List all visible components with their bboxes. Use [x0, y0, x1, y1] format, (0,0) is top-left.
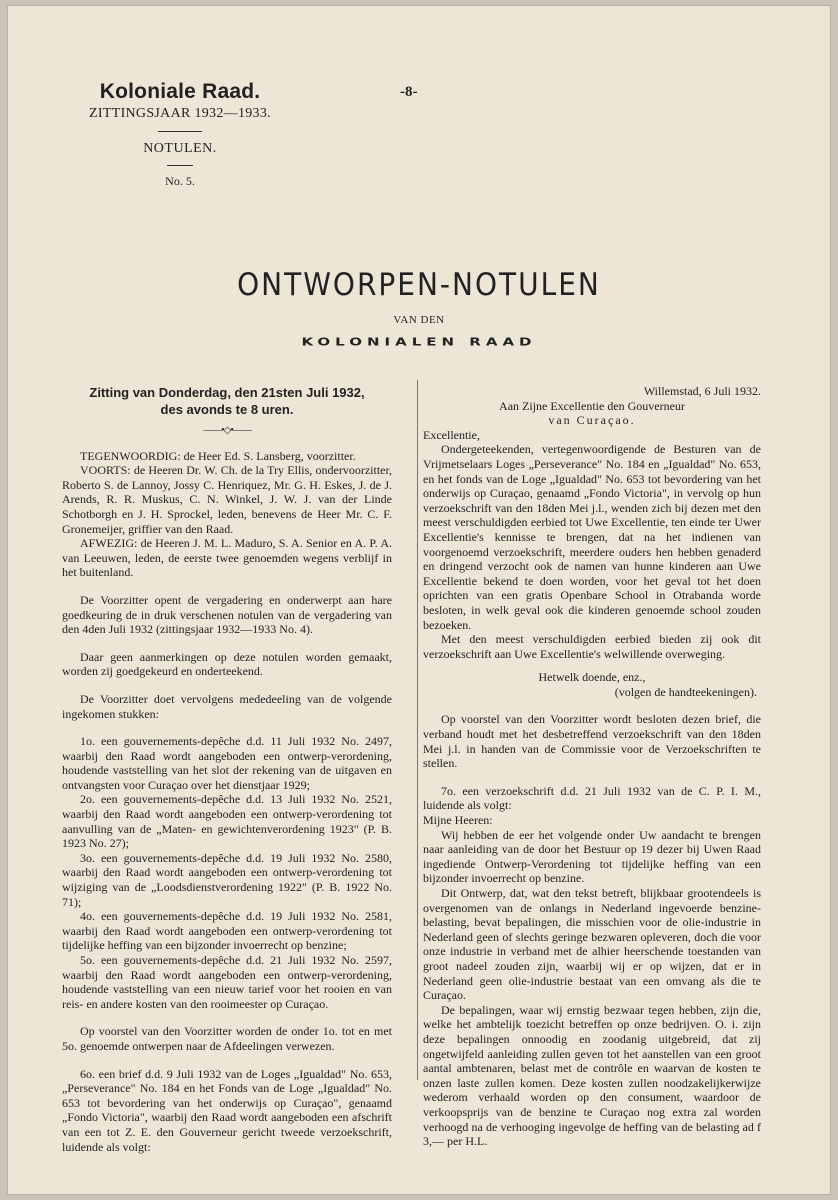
list-item: 6o. een brief d.d. 9 Juli 1932 van de Loges „Igualdad" No. 653, „Perseverance" No. 184 en het Fonds van de Loge „Igualdad" No. 653 tot bevordering van het onderwijs op Curaçao", genaamd „Fondo Victoria", waarbij den Raad wordt aangeboden een afschrift van een tot Z. E. den Gouverneur gericht tweede verzoekschrift, luidende als volgt:: [62, 1066, 392, 1154]
session-year: ZITTINGSJAAR 1932—1933.: [89, 106, 271, 121]
list-item: 5o. een gouvernements-depêche d.d. 21 Juli 1932 No. 2597, waarbij den Raad wordt aangeboden een ontwerp-verordening, houdende vaststelling van een nieuw tarief voor het rooien en van reis- en andere kosten van den rooimeester op Curaçao.: [62, 953, 392, 1011]
left-column: [62, 384, 392, 1154]
attendance-absent: AFWEZIG: de Heeren J. M. L. Maduro, S. A. Senior en A. P. A. van Leeuwen, leden, de eerste twee genoemden wegens verblijf in het buitenland.: [62, 536, 392, 580]
list-item: 3o. een gouvernements-depêche d.d. 19 Juli 1932 No. 2580, waarbij den Raad wordt aangeboden een ontwerp-verordening tot wijziging van de „Loodsdienstverordening 1922" (P. B. 1922 No. 71);: [62, 850, 392, 909]
page-number: -8-: [400, 84, 418, 100]
list-item: 1o. een gouvernements-depêche d.d. 11 Juli 1932 No. 2497, waarbij den Raad wordt aangeboden een ontwerp-verordening, houdende vaststelling van het slot der rekening van de uitgaven en ontvangsten voor Curaçao over het dienstjaar 1929;: [62, 734, 392, 792]
list-item: 2o. een gouvernements-depêche d.d. 13 Juli 1932 No. 2521, waarbij den Raad wordt aangeboden een ontwerp-verordening tot aanvulling van de „Maten- en gewichtenverordening 1923" (P. B. 1923 No. 27);: [62, 792, 392, 851]
letter-signatures: (volgen de handteekeningen).: [614, 684, 757, 699]
session-heading: Zitting van Donderdag, den 21sten Juli 1932,: [89, 385, 365, 400]
petition-body: Dit Ontwerp, dat, wat den tekst betreft, blijkbaar grootendeels is overgenomen van de onlangs in Nederland ingevoerde benzine-belasting, bevat bepalingen, die misschien voor de olie-industrie in Nederland geen of slechts geringe bezwaren opleveren, doch die voor onze industrie in verband met de alhier heerschende toestanden van groot nadeel zouden zijn, waarbij wij er op wijzen, dat er in Nederland geen olie-industrie bestaat van een omvang als die te Curaçao.: [423, 886, 761, 1003]
issue-number: No. 5.: [165, 174, 195, 188]
right-column: [423, 384, 761, 1149]
session-heading-time: des avonds te 8 uren.: [160, 402, 294, 417]
petition-greeting: Mijne Heeren:: [423, 813, 493, 828]
council-title: Koloniale Raad.: [99, 80, 261, 103]
letter-body: Met den meest verschuldigden eerbied bieden zij ook dit verzoekschrift aan Uwe Excellentie's welwillende overweging.: [423, 632, 761, 661]
letter-salutation: Excellentie,: [423, 427, 480, 442]
letter-address: Aan Zijne Excellentie den Gouverneur: [499, 398, 685, 413]
header-rule-2: [167, 165, 193, 166]
page-title: ONTWORPEN-NOTULEN: [237, 266, 601, 303]
petition-body: Wij hebben de eer het volgende onder Uw aandacht te brengen naar aanleiding van de door het Bestuur op 19 dezer bij Uwen Raad ingediende Ontwerp-Verordening tot tijdelijke heffing van een bijzonder invoerrecht op benzine.: [423, 827, 761, 886]
letter-address-2: van Curaçao.: [548, 413, 636, 428]
paragraph-incoming: De Voorzitter doet vervolgens mededeeling van de volgende ingekomen stukken:: [62, 691, 392, 721]
notulen-label: NOTULEN.: [143, 141, 217, 156]
letter-date: Willemstad, 6 Juli 1932.: [643, 384, 761, 398]
letter-closing: Hetwelk doende, enz.,: [538, 670, 646, 685]
petition-body: De bepalingen, waar wij ernstig bezwaar tegen hebben, zijn die, welke het ambtelijk toezicht betreffen op onze bedrijven. O. i. zijn deze bepalingen onnoodig en zoodanig uitgebreid, dat zij ongetwijfeld aanleiding zullen geven tot het aanstellen van een groot aantal ambtenaren, belast met de contrôle en waarvan de kosten te onzen laste zullen komen. Deze kosten zullen noodzakelijkerwijze wederom verhaald worden op den consument, waardoor de verkoopsprijs van de benzine te Curaçao nog extra zal worden verhoogd na de verhooging ingevolge de heffing van de belasting ad f 3,— per H.L.: [423, 1002, 761, 1149]
paragraph-referral: Op voorstel van den Voorzitter worden de onder 1o. tot en met 5o. genoemde ontwerpen naar de Afdeelingen verwezen.: [62, 1024, 392, 1053]
masthead-council: KOLONIALEN RAAD: [301, 335, 537, 349]
list-item: 4o. een gouvernements-depêche d.d. 19 Juli 1932 No. 2581, waarbij den Raad wordt aangeboden een ontwerp-verordening tot tijdelijke heffing van een bijzonder invoerrecht op benzine;: [62, 909, 392, 953]
column-divider: [417, 380, 418, 1080]
paragraph-opening: De Voorzitter opent de vergadering en onderwerpt aan hare goedkeuring de in druk verschenen notulen van de vergadering van den 4den Juli 1932 (zittingsjaar 1932—1933 No. 4).: [62, 592, 392, 637]
masthead-subtitle: VAN DEN: [393, 314, 445, 326]
header-rule: [158, 131, 202, 132]
ornament-divider: ——•◇•——: [203, 425, 251, 436]
paragraph-approval: Daar geen aanmerkingen op deze notulen worden gemaakt, worden zij goedgekeurd en onderteekend.: [62, 649, 392, 679]
list-item: 7o. een verzoekschrift d.d. 21 Juli 1932 van de C. P. I. M., luidende als volgt:: [423, 783, 761, 813]
attendance-others: VOORTS: de Heeren Dr. W. Ch. de la Try Ellis, ondervoorzitter, Roberto S. de Lannoy, Jossy C. Henriquez, Mr. G. H. Eskes, J. de J. Arends, R. R. Muskus, C. N. Winkel, J. W. J. van der Linde Schotborgh en J. H. Sprockel, leden, benevens de Heer Mr. C. F. Gronemeijer, griffier van den Raad.: [62, 463, 392, 536]
letter-body: Ondergeteekenden, vertegenwoordigende de Besturen van de Vrijmetselaars Loges „Perseverance" No. 184 en „Igualdad" No. 653, en het fonds van de Loge „Igualdad" No. 653 tot bevordering van het onderwijs op Curaçao, genaamd „Fondo Victoria", in vervolg op hun verzoekschrift van den 18den Mei j.l., wenden zich bij dezen met den meest verschuldigden eerbied tot Uwe Excellentie, ten einde ter Uwer Excellentie's kennisse te brengen, dat na het indienen van voorgenoemd verzoekschrift, meerdere ouders hen hebben genaderd en dringend verzocht ook de namen van hunne kinderen aan Uwe Excellentie bekend te doen worden, voor het geval tot het doen oprichten van een gratis Openbare School in Otrabanda worde besloten, in welk geval ook die kinderen genoemde school zouden bezoeken.: [423, 442, 761, 632]
attendance-present: TEGENWOORDIG: de Heer Ed. S. Lansberg, voorzitter.: [80, 448, 356, 463]
header-block: [70, 80, 290, 189]
paragraph-decision: Op voorstel van den Voorzitter wordt besloten dezen brief, die verband houdt met het desbetreffend verzoekschrift van den 18den Mei j.l. in handen van de Commissie voor de Verzoekschriften te stellen.: [423, 712, 761, 771]
